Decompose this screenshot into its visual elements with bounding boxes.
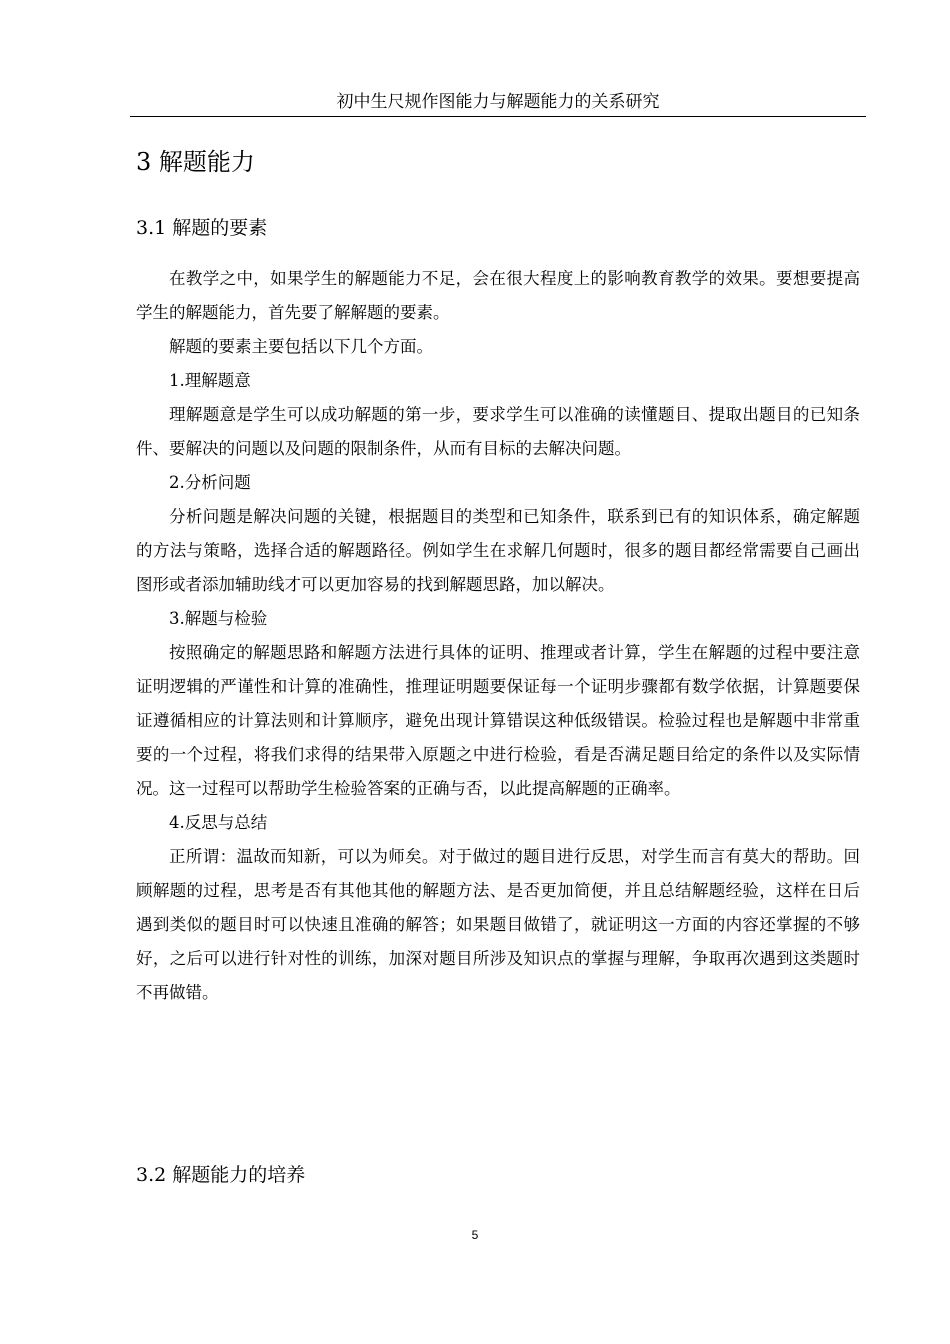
page-number: 5: [471, 1228, 479, 1242]
body-text: [136, 262, 860, 1010]
paragraph: 解题的要素主要包括以下几个方面。: [169, 337, 433, 356]
paragraph: 理解题意是学生可以成功解题的第一步，要求学生可以准确的读懂题目、提取出题目的已知条件、要解决的问题以及问题的限制条件，从而有目标的去解决问题。: [136, 405, 860, 458]
chapter-title: 3 解题能力: [136, 148, 255, 176]
subheading-analyze: 2.分析问题: [169, 473, 251, 492]
paragraph: 按照确定的解题思路和解题方法进行具体的证明、推理或者计算，学生在解题的过程中要注意证明逻辑的严谨性和计算的准确性，推理证明题要保证每一个证明步骤都有数学依据，计算题要保证遵循相应的计算法则和计算顺序，避免出现计算错误这种低级错误。检验过程也是解题中非常重要的一个过程，将我们求得的结果带入原题之中进行检验，看是否满足题目给定的条件以及实际情况。这一过程可以帮助学生检验答案的正确与否，以此提高解题的正确率。: [136, 643, 860, 798]
paragraph: 正所谓：温故而知新，可以为师矣。对于做过的题目进行反思，对学生而言有莫大的帮助。回顾解题的过程，思考是否有其他其他的解题方法、是否更加简便，并且总结解题经验，这样在日后遇到类似的题目时可以快速且准确的解答；如果题目做错了，就证明这一方面的内容还掌握的不够好，之后可以进行针对性的训练，加深对题目所涉及知识点的掌握与理解，争取再次遇到这类题时不再做错。: [136, 847, 860, 1002]
subheading-understand: 1.理解题意: [169, 371, 251, 390]
section-title-3-1: 3.1 解题的要素: [136, 217, 268, 239]
paragraph: 在教学之中，如果学生的解题能力不足，会在很大程度上的影响教育教学的效果。要想要提高学生的解题能力，首先要了解解题的要素。: [136, 269, 860, 322]
subheading-solve-verify: 3.解题与检验: [169, 609, 268, 628]
header-rule: [130, 116, 866, 117]
running-header: 初中生尺规作图能力与解题能力的关系研究: [336, 92, 660, 112]
paragraph: 分析问题是解决问题的关键，根据题目的类型和已知条件，联系到已有的知识体系，确定解题的方法与策略，选择合适的解题路径。例如学生在求解几何题时，很多的题目都经常需要自己画出图形或者添加辅助线才可以更加容易的找到解题思路，加以解决。: [136, 507, 860, 594]
subheading-reflect: 4.反思与总结: [169, 813, 268, 832]
section-title-3-2: 3.2 解题能力的培养: [136, 1164, 306, 1186]
